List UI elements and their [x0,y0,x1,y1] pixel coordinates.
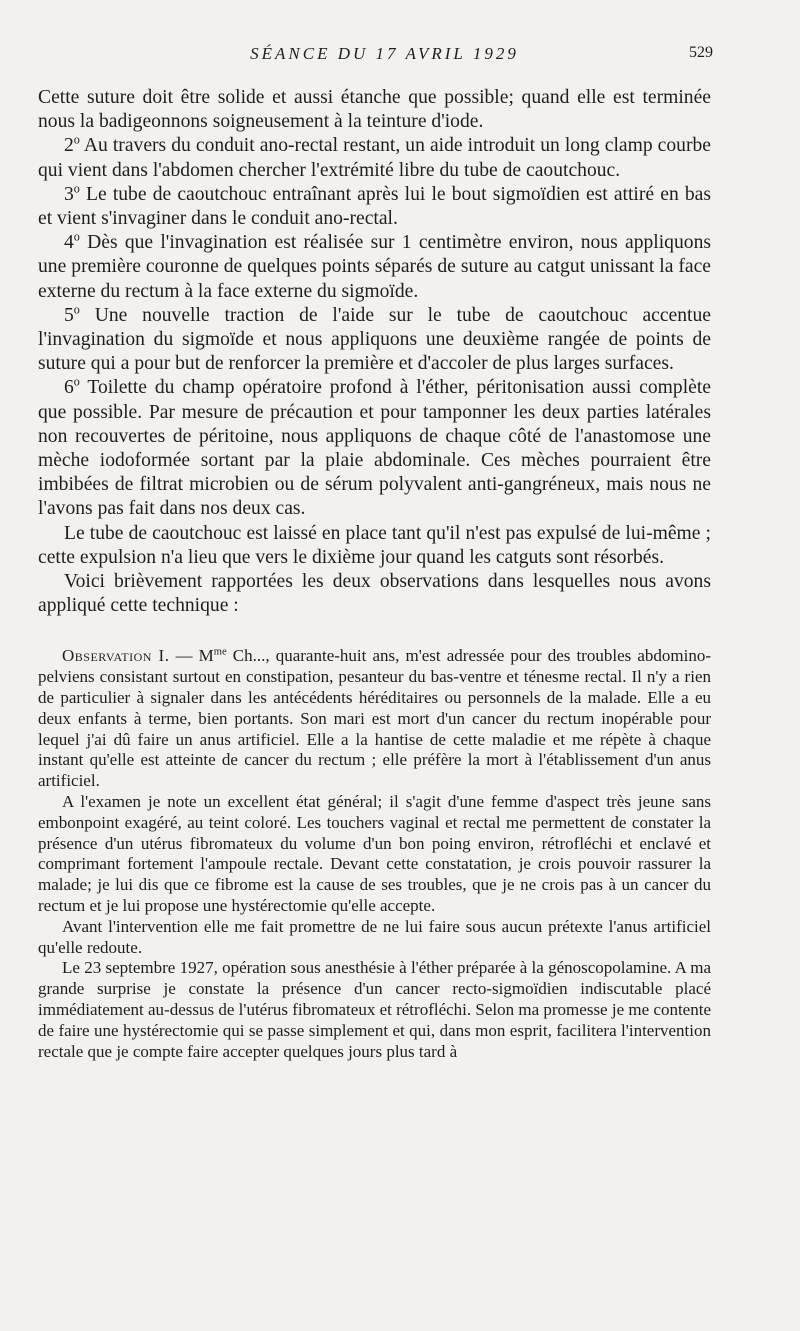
paragraph-8: Voici brièvement rapportées les deux observations dans lesquelles nous avons appliqué cette technique : [38,571,711,617]
step-number: 2 [64,135,74,157]
paragraph-step-4 [38,231,711,304]
ordinal-mark: o [73,229,80,244]
observation-paragraph-4: Le 23 septembre 1927, opération sous anesthésie à l'éther préparée à la génoscopolamine. A ma grande surprise je constate la présence d'un cancer recto-sigmoïdien indiscutable placé immédiatement au-dessus de l'utérus fibromateux et rétrofléchi. Selon ma promesse je me contente de faire une hystérectomie qui se passe simplement et qui, dans mon esprit, facilitera l'intervention rectale que je compte faire accepter quelques jours plus tard à [38,958,711,1061]
observation-label: Observation I. [62,646,170,666]
observation-intro [38,646,711,792]
paragraph-step-5 [38,304,711,377]
paragraph-7: Le tube de caoutchouc est laissé en place tant qu'il n'est pas expulsé de lui-même ; cette expulsion n'a lieu que vers le dixième jour quand les catguts sont résorbés. [38,522,711,568]
ordinal-mark: o [73,374,80,389]
step-text: Une nouvelle traction de l'aide sur le tube de caoutchouc accentue l'invagination du sigmoïde et nous appliquons une deuxième rangée de points de suture qui a pour but de renforcer la première et d'accoler de plus larges surfaces. [38,304,711,375]
step-number: 6 [64,377,74,399]
ordinal-mark: o [73,302,80,317]
page-number: 529 [689,44,713,61]
paragraph-1: Cette suture doit être solide et aussi étanche que possible; quand elle est terminée nous la badigeonnons soigneusement à la teinture d'iode. [38,87,711,133]
observation-paragraph-2: A l'examen je note un excellent état général; il s'agit d'une femme d'aspect très jeune sans embonpoint exagéré, au teint coloré. Les touchers vaginal et rectal me permettent de constater la présence d'un utérus fibromateux du volume d'un bon poing environ, rétrofléchi et enclavé et comprimant fortement l'ampoule rectale. Devant cette constatation, je crois pouvoir rassurer la malade; je lui dis que ce fibrome est la cause de ses troubles, que je ne crois pas à un cancer du rectum et je lui propose une hystérectomie qu'elle accepte. [38,792,711,916]
paragraph-step-2 [38,134,711,182]
observation-paragraph-3: Avant l'intervention elle me fait promettre de ne lui faire sous aucun prétexte l'anus artificiel qu'elle redoute. [38,916,711,957]
step-number: 3 [64,183,74,205]
ordinal-mark: o [73,132,80,147]
running-header [38,40,711,70]
step-text: Toilette du champ opératoire profond à l'éther, péritonisation aussi complète que possible. Par mesure de précaution et pour tamponner les deux parties latérales non recouvertes de péritoine, nous appliquons de chaque côté de l'anastomose une mèche iodoformée sortant par la plaie abdominale. Ces mèches pourraient être imbibées de filtrat microbien ou de sérum polyvalent anti-gangréneux, mais nous ne l'avons pas fait dans nos deux cas. [38,377,711,520]
running-title: SÉANCE DU 17 AVRIL 1929 [250,44,519,63]
document-page [38,40,711,1062]
observation-section [38,646,711,1062]
step-text: Dès que l'invagination est réalisée sur 1 centimètre environ, nous appliquons une première couronne de quelques points séparés de suture au catgut unissant la face externe du rectum à la face externe du sigmoïde. [38,232,711,302]
step-number: 5 [64,304,74,326]
step-text: Le tube de caoutchouc entraînant après lui le bout sigmoïdien est attiré en bas et vient s'invaginer dans le conduit ano-rectal. [38,183,711,230]
main-text [38,86,711,618]
paragraph-step-3 [38,183,711,231]
observation-dash: — M [169,646,214,666]
mme-superscript: me [213,646,227,658]
observation-intro-text: Ch..., quarante-huit ans, m'est adressée pour des troubles abdomino-pelviens consistant surtout en constipation, pesanteur du bas-ventre et ténesme rectal. Il n'y a rien de particulier à signaler dans les antécédents héréditaires ou personnels de la malade. Elle a eu deux enfants à terme, bien portants. Son mari est mort d'un cancer du rectum inopérable pour lequel j'ai dû faire un anus artificiel. Elle a la hantise de cette maladie et me répète à chaque instant qu'elle est atteinte de cancer du rectum ; elle préfère la mort à l'établissement d'un anus artificiel. [38,646,711,791]
paragraph-step-6 [38,376,711,521]
step-text: Au travers du conduit ano-rectal restant, un aide introduit un long clamp courbe qui vient dans l'abdomen chercher l'extrémité libre du tube de caoutchouc. [38,135,711,181]
ordinal-mark: o [73,181,80,196]
step-number: 4 [64,232,74,254]
